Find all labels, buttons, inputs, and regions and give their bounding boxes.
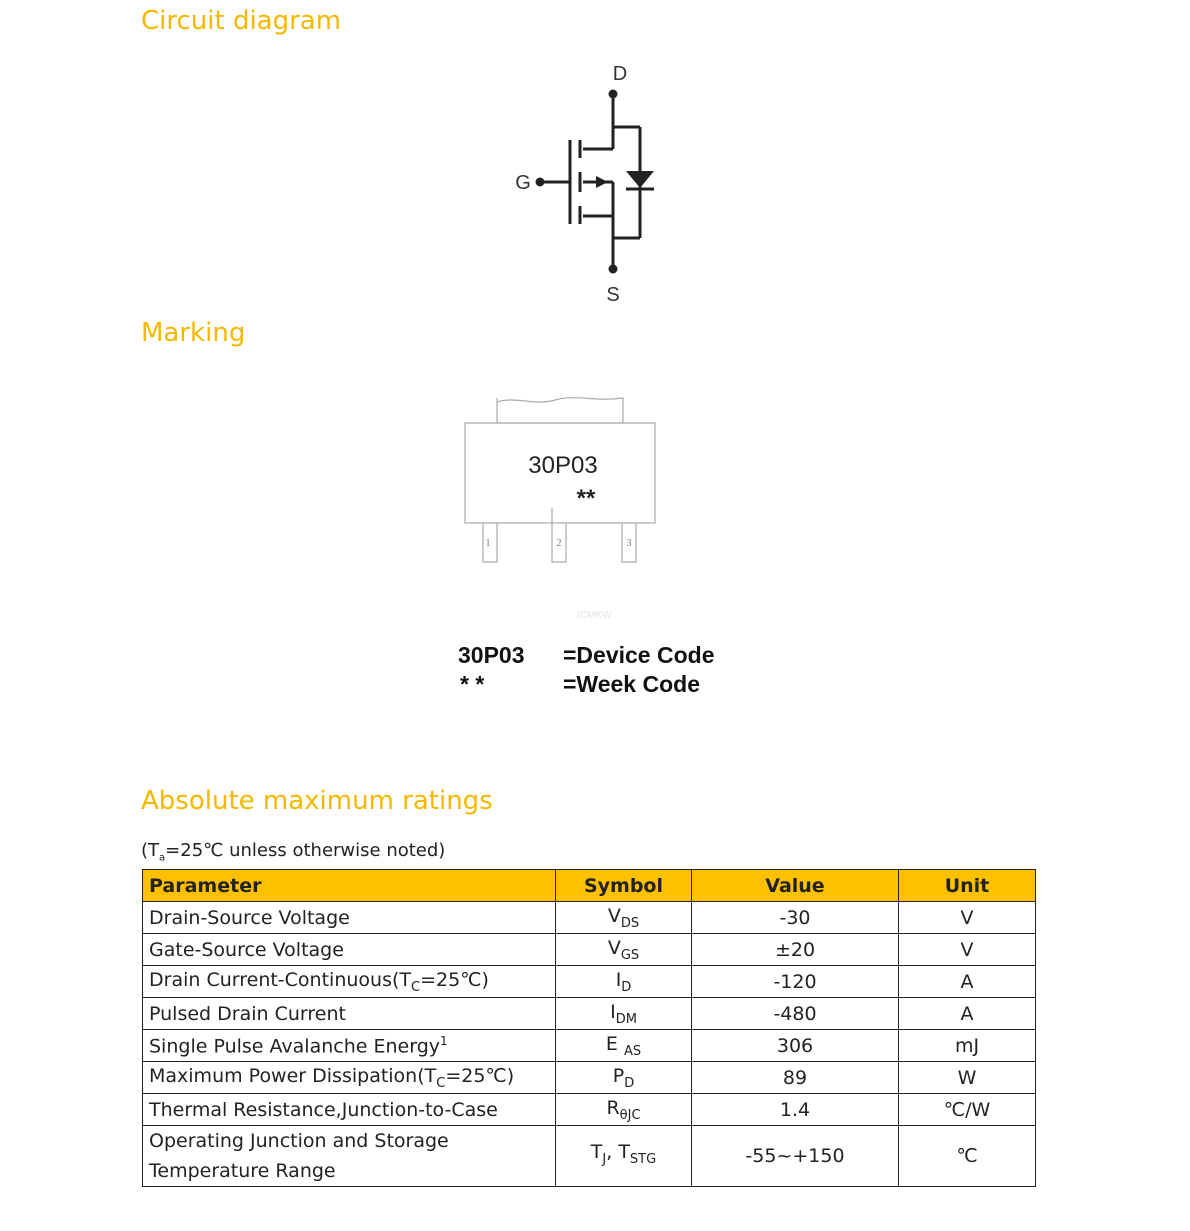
table-row (143, 966, 1036, 998)
row-symbol: $T_J$, $T_{STG}$ (556, 1126, 692, 1187)
row-unit: ℃/W (899, 1094, 1036, 1126)
marking-title: Marking (141, 318, 246, 348)
row-unit: V (899, 934, 1036, 966)
source-label: S (606, 284, 620, 306)
row-parameter: Thermal Resistance,Junction-to-Case (143, 1094, 556, 1126)
header-value: Value (692, 870, 899, 902)
legend-week-code: * * (460, 671, 485, 697)
row-value: -120 (692, 966, 899, 998)
row-parameter: Single Pulse Avalanche Energy$^1$ (143, 1030, 556, 1062)
pin-2-label: 2 (556, 538, 562, 549)
row-symbol: E $_{AS}$ (556, 1030, 692, 1062)
package-marking-drawing (455, 390, 675, 570)
table-header-row (143, 870, 1036, 902)
gate-label: G (515, 172, 531, 194)
row-symbol: $I_{DM}$ (556, 998, 692, 1030)
body-diode-icon (626, 171, 654, 188)
row-symbol: $P_D$ (556, 1062, 692, 1094)
legend-device-code: 30P03 (458, 642, 525, 668)
ratings-table (142, 869, 1036, 1187)
row-parameter: Operating Junction and Storage Temperature Range (143, 1126, 556, 1187)
legend-week-meaning: =Week Code (563, 671, 700, 697)
row-parameter: Drain Current-$Continuous(T_C=25℃)$ (143, 966, 556, 998)
row-unit: A (899, 998, 1036, 1030)
row-unit: mJ (899, 1030, 1036, 1062)
ratings-condition-note: ($T_a=25℃$ unless otherwise noted) (141, 840, 446, 864)
table-row (143, 1126, 1036, 1187)
row-unit: W (899, 1062, 1036, 1094)
row-parameter: Drain-Source Voltage (143, 902, 556, 934)
row-value: -480 (692, 998, 899, 1030)
mosfet-circuit-symbol (500, 58, 680, 308)
channel-arrow-icon (596, 176, 608, 188)
row-unit: V (899, 902, 1036, 934)
header-unit: Unit (899, 870, 1036, 902)
header-symbol: Symbol (556, 870, 692, 902)
row-value: 1.4 (692, 1094, 899, 1126)
mosfet-wiring (537, 91, 640, 272)
table-row (143, 1030, 1036, 1062)
table-row (143, 1094, 1036, 1126)
table-row (143, 902, 1036, 934)
row-symbol: $R_{\theta JC}$ (556, 1094, 692, 1126)
row-value: -30 (692, 902, 899, 934)
table-row (143, 998, 1036, 1030)
row-parameter: Maximum Power $Dissipation(T_C=25℃)$ (143, 1062, 556, 1094)
row-value: 306 (692, 1030, 899, 1062)
chip-device-code: 30P03 (528, 452, 598, 479)
table-row (143, 1062, 1036, 1094)
table-row (143, 934, 1036, 966)
watermark: ICMKW (577, 610, 612, 621)
row-parameter: Gate-Source Voltage (143, 934, 556, 966)
row-value: 89 (692, 1062, 899, 1094)
row-symbol: $V_{DS}$ (556, 902, 692, 934)
header-parameter: Parameter (143, 870, 556, 902)
pin-3-label: 3 (626, 538, 632, 549)
legend-device-meaning: =Device Code (563, 642, 715, 668)
pin-1-label: 1 (485, 538, 491, 549)
row-value: -55~+150 (692, 1126, 899, 1187)
chip-week-code: ** (576, 485, 596, 512)
row-parameter: Pulsed Drain Current (143, 998, 556, 1030)
row-symbol: $I_D$ (556, 966, 692, 998)
ratings-title: Absolute maximum ratings (141, 786, 493, 816)
row-unit: A (899, 966, 1036, 998)
row-value: ±20 (692, 934, 899, 966)
row-unit: ℃ (899, 1126, 1036, 1187)
row-symbol: $V_{GS}$ (556, 934, 692, 966)
drain-label: D (612, 63, 628, 85)
circuit-diagram-title: Circuit diagram (141, 6, 342, 36)
